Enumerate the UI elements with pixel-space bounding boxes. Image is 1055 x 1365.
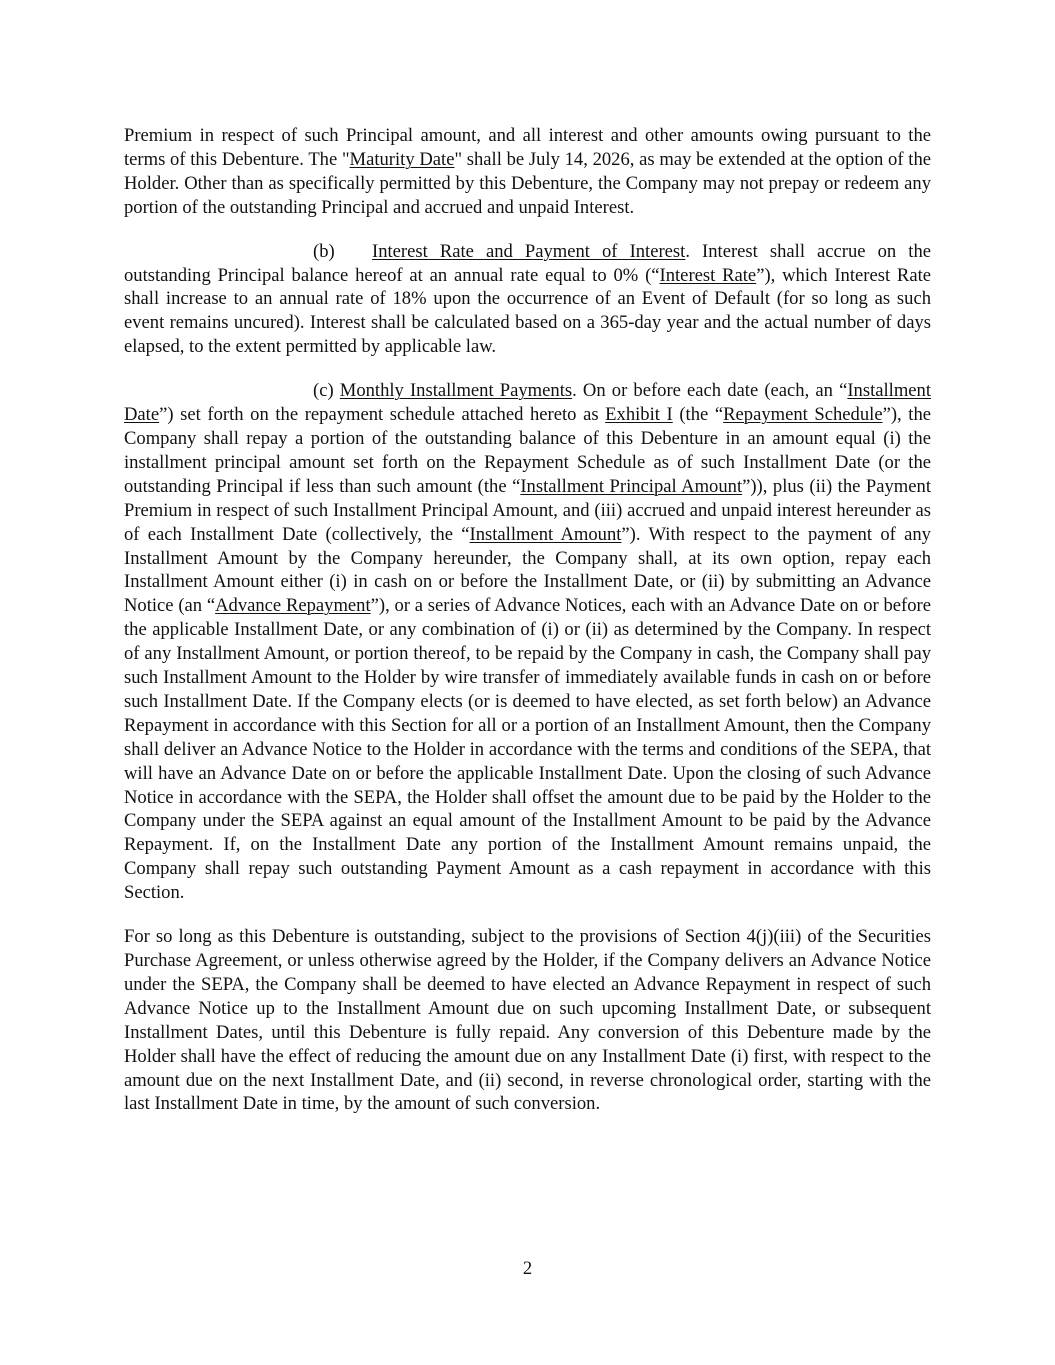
document-page — [124, 124, 931, 1116]
exhibit-reference: Exhibit I — [605, 404, 673, 426]
maturity-paragraph: Premium in respect of such Principal amount, and all interest and other amounts owing pursuant to the terms of this Debenture. The "Maturity Date" shall be July 14, 2026, as may be extended at the option of the Holder. Other than as specifically permitted by this Debenture, the Company may not prepay or redeem any portion of the outstanding Principal and accrued and unpaid Interest. — [124, 125, 931, 218]
interest-rate-paragraph: (b) Interest Rate and Payment of Interest. Interest shall accrue on the outstanding Principal balance hereof at an annual rate equal to 0% (“Interest Rate”), which Interest Rate shall increase to an annual rate of 18% upon the occurrence of an Event of Default (for so long as such event remains uncured). Interest shall be calculated based on a 365-day year and the actual number of days elapsed, to the extent permitted by applicable law. — [124, 240, 932, 358]
section-label-c: (c) — [313, 380, 334, 402]
interest-rate-term: Interest Rate — [659, 264, 757, 286]
maturity-date-term: Maturity Date — [349, 148, 455, 170]
page-number: 2 — [522, 1258, 533, 1279]
installment-amount-term: Installment Amount — [469, 523, 622, 545]
advance-repayment-term: Advance Repayment — [215, 595, 371, 617]
advance-repayment-paragraph: For so long as this Debenture is outstanding, subject to the provisions of Section 4(j)(iii) of the Securities Purchase Agreement, or unless otherwise agreed by the Holder, if the Company delivers an Advance Notice under the SEPA, the Company shall be deemed to have elected an Advance Repayment in respect of such Advance Notice up to the Installment Amount due on such upcoming Installment Date, or subsequent Installment Dates, until this Debenture is fully repaid. Any conversion of this Debenture made by the Holder shall have the effect of reducing the amount due on any Installment Date (i) first, with respect to the amount due on the next Installment Date, and (ii) second, in reverse chronological order, starting with the last Installment Date in time, by the amount of such conversion. — [124, 926, 931, 1115]
repayment-schedule-term: Repayment Schedule — [723, 404, 883, 426]
installment-principal-amount-term: Installment Principal Amount — [520, 475, 743, 497]
installment-payments-heading: Monthly Installment Payments — [339, 380, 573, 402]
installment-payments-paragraph: (c) Monthly Installment Payments. On or before each date (each, an “Installment Date”) set forth on the repayment schedule attached hereto as Exhibit I (the “Repayment Schedule”), the Company shall repay a portion of the outstanding balance of this Debenture in an amount equal (i) the installment principal amount set forth on the Repayment Schedule as of such Installment Date (or the outstanding Principal if less than such amount (the “Installment Principal Amount”)), plus (ii) the Payment Premium in respect of such Installment Principal Amount, and (iii) accrued and unpaid interest hereunder as of each Installment Date (collectively, the “Installment Amount”). With respect to the payment of any Installment Amount by the Company hereunder, the Company shall, at its own option, repay each Installment Amount either (i) in cash on or before the Installment Date, or (ii) by submitting an Advance Notice (an “Advance Repayment”), or a series of Advance Notices, each with an Advance Date on or before the applicable Installment Date, or any combination of (i) or (ii) as determined by the Company. In respect of any Installment Amount, or portion thereof, to be repaid by the Company in cash, the Company shall pay such Installment Amount to the Holder by wire transfer of immediately available funds in cash on or before such Installment Date. If the Company elects (or is deemed to have elected, as set forth below) an Advance Repayment in accordance with this Section for all or a portion of an Installment Amount, then the Company shall deliver an Advance Notice to the Holder in accordance with the terms and conditions of the SEPA, that will have an Advance Date on or before the applicable Installment Date. Upon the closing of such Advance Notice in accordance with the SEPA, the Holder shall offset the amount due to be paid by the Holder to the Company under the SEPA against an equal amount of the Installment Amount to be paid by the Advance Repayment. If, on the Installment Date any portion of the Installment Amount remains unpaid, the Company shall repay such outstanding Payment Amount as a cash repayment in accordance with this Section. — [124, 380, 931, 904]
section-label-b: (b) — [313, 240, 335, 262]
interest-rate-heading: Interest Rate and Payment of Interest — [372, 240, 686, 262]
installment-date-term: Installment Date — [124, 380, 931, 426]
